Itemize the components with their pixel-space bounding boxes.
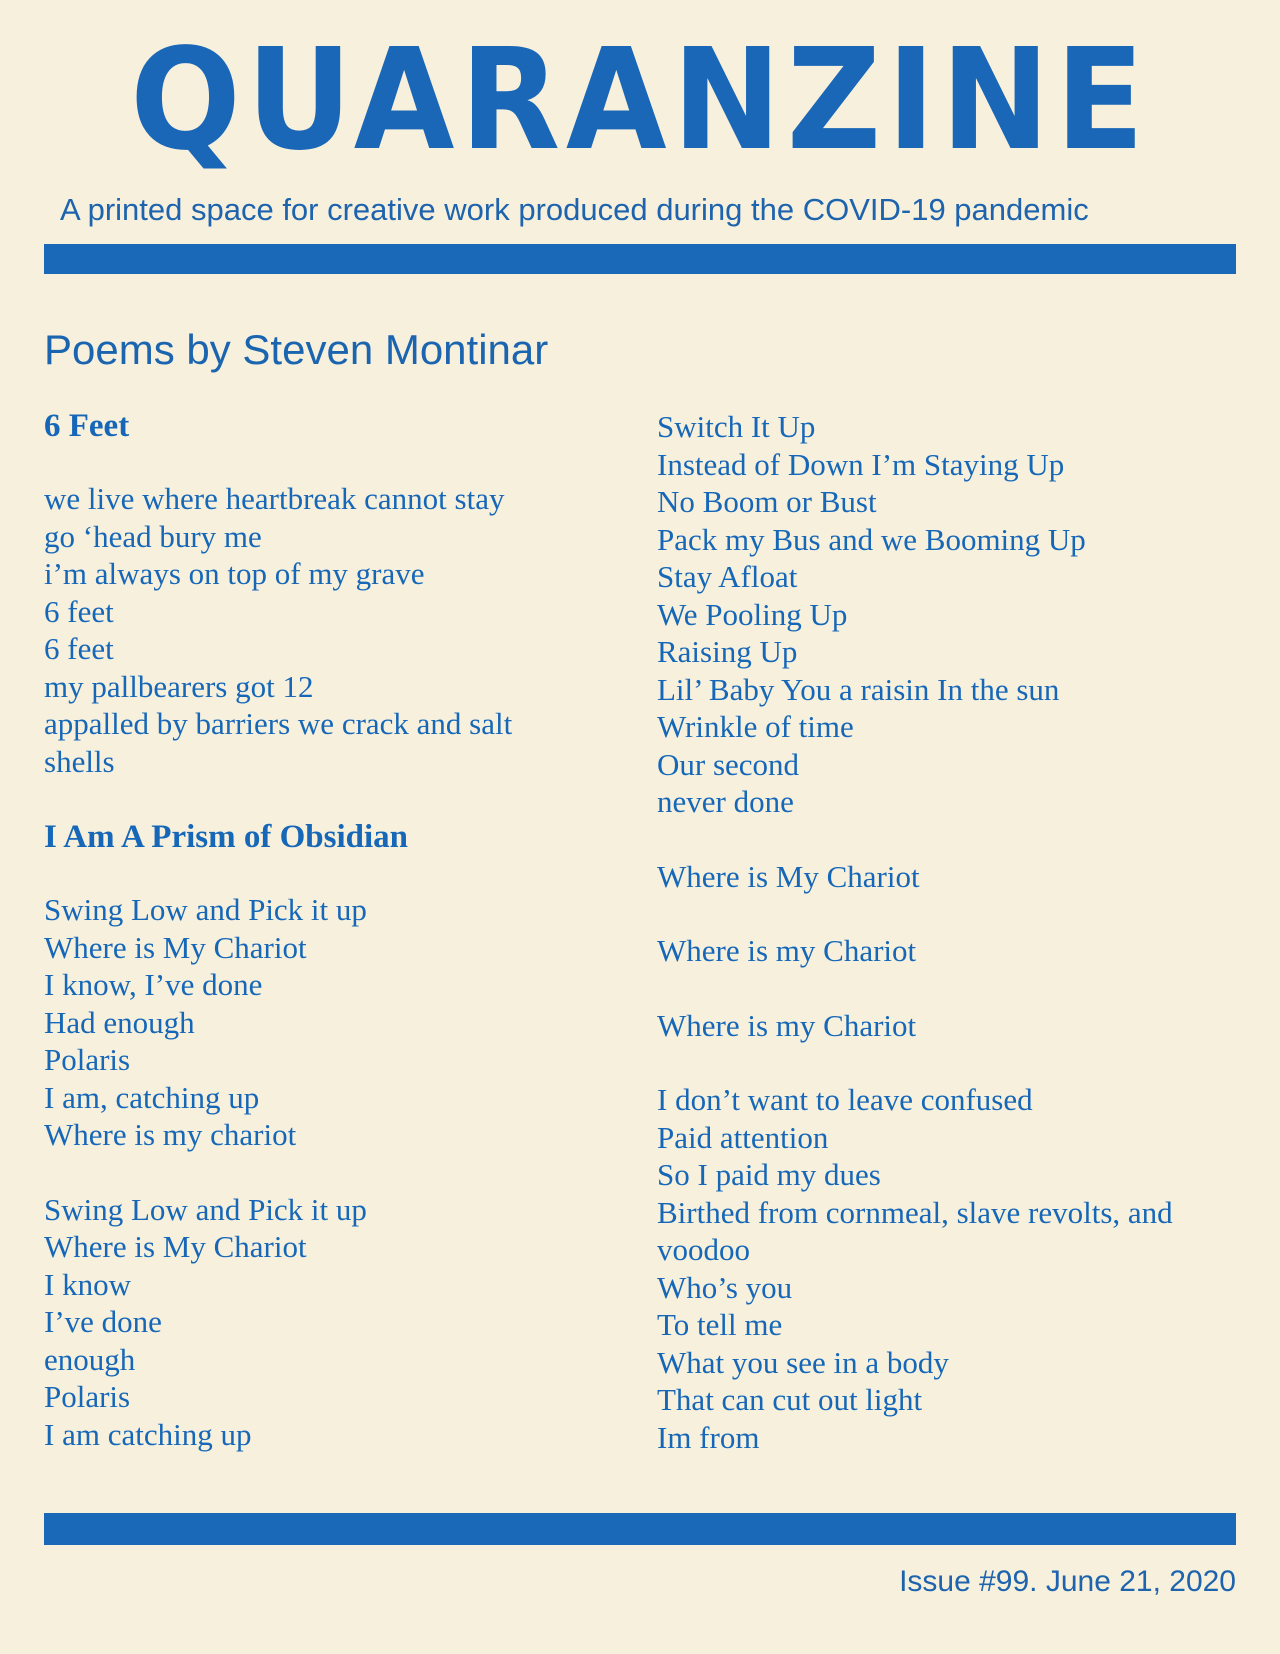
poem-line: Instead of Down I’m Staying Up xyxy=(657,446,1065,482)
right-column xyxy=(657,408,1257,1493)
poem-line: No Boom or Bust xyxy=(657,484,877,519)
byline: Poems by Steven Montinar xyxy=(44,326,549,373)
poem-line: I know, I’ve done xyxy=(44,967,263,1002)
prism-stanza xyxy=(657,408,1257,821)
poem-line: I am, catching up xyxy=(44,1079,260,1115)
prism-stanza xyxy=(657,1081,1257,1456)
poem-line: Where is My Chariot xyxy=(44,929,307,965)
poem-line: Wrinkle of time xyxy=(657,709,854,744)
poem-line: Birthed from cornmeal, slave revolts, and xyxy=(657,1194,1173,1230)
prism-stanza xyxy=(657,932,1257,970)
poem-line: We Pooling Up xyxy=(657,596,848,632)
poem-line: Where is my Chariot xyxy=(657,1007,917,1043)
poem-line: 6 feet xyxy=(44,631,114,666)
poem-line: 6 feet xyxy=(44,593,114,629)
poem-line: Switch It Up xyxy=(657,409,816,444)
poem-line: To tell me xyxy=(657,1307,783,1342)
poem-line: shells xyxy=(44,743,115,779)
poem-line: Im from xyxy=(657,1419,760,1455)
prism-stanza xyxy=(44,891,624,1154)
poem-line: go ‘head bury me xyxy=(44,518,262,554)
poem-line: Where is my Chariot xyxy=(657,933,917,968)
poem-6-feet-stanza xyxy=(44,480,624,780)
poem-line: Our second xyxy=(657,746,800,782)
poem-line: i’m always on top of my grave xyxy=(44,556,425,591)
poem-line: we live where heartbreak cannot stay xyxy=(44,481,505,516)
top-rule xyxy=(44,244,1236,274)
poem-line: never done xyxy=(657,784,794,819)
bottom-rule xyxy=(44,1513,1236,1545)
prism-stanza xyxy=(44,1191,624,1454)
poem-title-6-feet: 6 Feet xyxy=(44,408,130,444)
poem-line: Paid attention xyxy=(657,1119,829,1155)
left-column xyxy=(44,406,624,1490)
poem-line: Had enough xyxy=(44,1004,195,1040)
poem-line: I know xyxy=(44,1266,131,1302)
poem-line: That can cut out light xyxy=(657,1382,923,1417)
prism-stanza xyxy=(657,1007,1257,1045)
prism-stanza xyxy=(657,858,1257,896)
poem-line: Where is My Chariot xyxy=(657,858,920,894)
poem-line: Polaris xyxy=(44,1042,131,1077)
poem-line: Polaris xyxy=(44,1379,131,1414)
poem-line: What you see in a body xyxy=(657,1344,949,1380)
issue-footer: Issue #99. June 21, 2020 xyxy=(899,1565,1236,1598)
poem-title-prism: I Am A Prism of Obsidian xyxy=(44,819,408,855)
poem-line: enough xyxy=(44,1341,136,1377)
poem-line: Stay Afloat xyxy=(657,559,798,594)
poem-line: Swing Low and Pick it up xyxy=(44,892,367,927)
poem-line: I’ve done xyxy=(44,1304,162,1339)
poem-line: Lil’ Baby You a raisin In the sun xyxy=(657,671,1060,707)
poem-line: Pack my Bus and we Booming Up xyxy=(657,521,1086,557)
poem-line: appalled by barriers we crack and salt xyxy=(44,706,513,741)
poem-line: Where is my chariot xyxy=(44,1117,297,1152)
poem-line: I don’t want to leave confused xyxy=(657,1082,1033,1117)
poem-line: Raising Up xyxy=(657,634,798,669)
masthead-tagline: A printed space for creative work produced during the COVID-19 pandemic xyxy=(60,192,1089,227)
poem-line: I am catching up xyxy=(44,1416,252,1452)
poem-line: my pallbearers got 12 xyxy=(44,668,314,704)
poem-line: voodoo xyxy=(657,1232,750,1267)
poem-line: So I paid my dues xyxy=(657,1157,881,1192)
poem-line: Where is My Chariot xyxy=(44,1229,307,1264)
masthead-title: QUARANZINE xyxy=(130,19,1150,182)
poem-line: Swing Low and Pick it up xyxy=(44,1191,367,1227)
poem-line: Who’s you xyxy=(657,1269,793,1305)
